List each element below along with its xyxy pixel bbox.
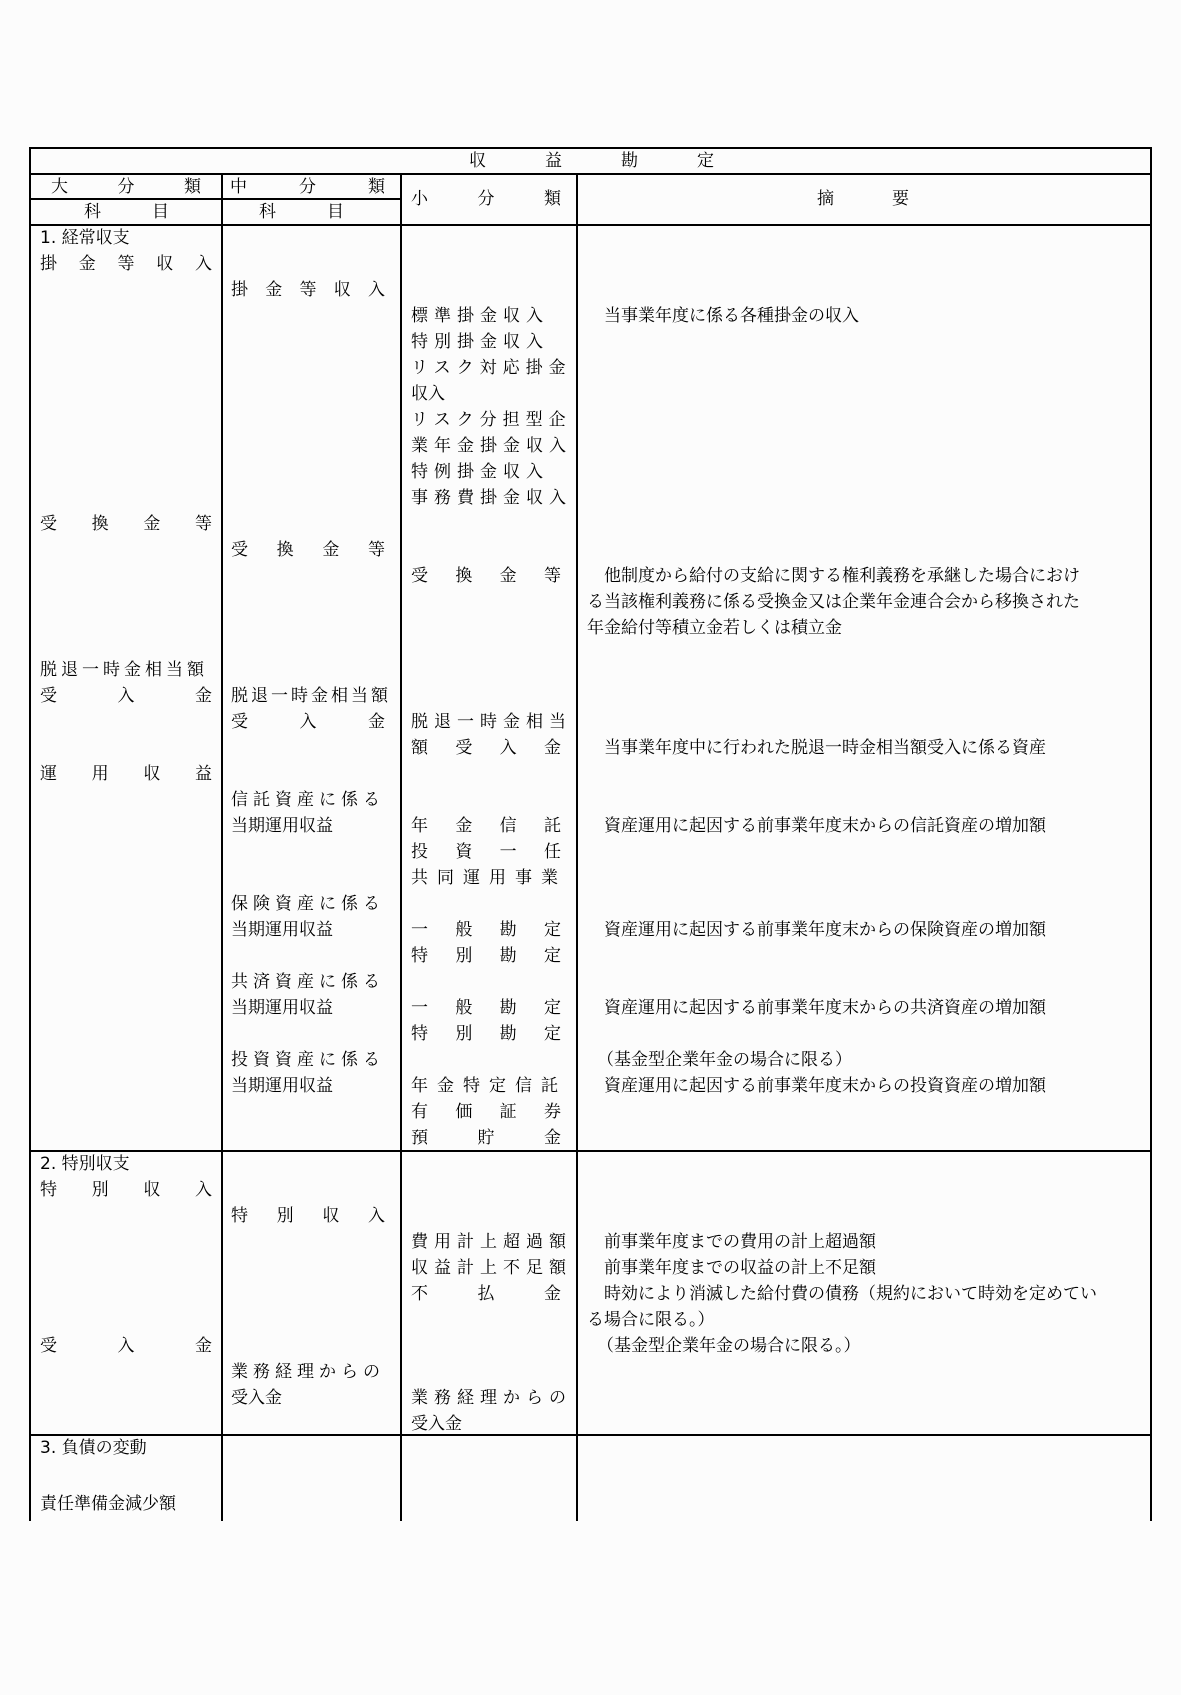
col3-dattai-2: 額 受 入 金 [411,738,561,758]
header-char: 大 [51,177,68,197]
col3-dattai-1: 脱退一時金相当 [411,712,572,732]
col3-hiyo: 費用計上超過額 [411,1232,572,1252]
desc-jukan-1: 他制度から給付の支給に関する権利義務を承継した場合におけ [587,566,1080,586]
section-divider-2 [29,1150,1152,1152]
col3-shueki: 収益計上不足額 [411,1258,572,1278]
title-char: 益 [545,151,562,171]
header-char: 分 [477,189,495,209]
col3-nenkin-shintaku: 年 金 信 託 [411,816,561,836]
col3-jukan: 受 換 金 等 [411,566,561,586]
col3-nenkin-tokutei: 年金特定信託 [411,1076,567,1096]
col3-tokubetsu-1: 特 別 勘 定 [411,946,561,966]
column-divider-2 [400,173,402,1521]
desc-hiyo: 前事業年度までの費用の計上超過額 [587,1232,876,1252]
header-char: 目 [327,202,344,222]
header-char: 中 [230,177,247,197]
header-middle-subject [259,199,344,225]
col3-jimu: 事務費掛金収入 [411,488,572,508]
desc-toshi: 資産運用に起因する前事業年度末からの投資資産の増加額 [587,1076,1046,1096]
col1-kakekin: 掛 金 等 収 入 [40,254,212,274]
col3-gyomu-1: 業務経理からの [411,1388,572,1408]
col3-ippan-1: 一 般 勘 定 [411,920,561,940]
col2-hoken-2: 当期運用収益 [231,920,333,940]
desc-shintaku: 資産運用に起因する前事業年度末からの信託資産の増加額 [587,816,1046,836]
col2-tokubetsu: 特 別 収 入 [231,1206,385,1226]
col1-jukan: 受 換 金 等 [40,514,212,534]
col1-dattai-1: 脱退一時金相当額 [40,660,208,680]
col1-ukeire: 受 入 金 [40,1336,212,1356]
col2-kyosai-1: 共済資産に係る [231,972,385,992]
header-major-subject [84,199,169,225]
header-divider-2 [29,224,1152,226]
title-char: 定 [697,151,714,171]
col2-dattai-2: 受 入 金 [231,712,385,732]
col3-tokubetsu-2: 特 別 勘 定 [411,1024,561,1044]
desc-kikin-note: （基金型企業年金の場合に限る） [597,1050,852,1070]
col2-kakekin: 掛 金 等 収 入 [231,280,385,300]
col2-kyosai-2: 当期運用収益 [231,998,333,1018]
col2-toshi-2: 当期運用収益 [231,1076,333,1096]
col2-toshi-1: 投資資産に係る [231,1050,385,1070]
section-heading-liabilities: 3. 負債の変動 [40,1438,147,1458]
col3-fubarai: 不 払 金 [411,1284,561,1304]
col1-tokubetsu: 特 別 収 入 [40,1180,212,1200]
desc-kyosai: 資産運用に起因する前事業年度末からの共済資産の増加額 [587,998,1046,1018]
desc-jukan-2: る当該権利義務に係る受換金又は企業年金連合会から移換された [587,592,1080,612]
col3-riskbun-1: リスク分担型企 [411,410,572,430]
header-char: 科 [84,202,101,222]
col3-risk-1: リスク対応掛金 [411,358,572,378]
col1-dattai-2: 受 入 金 [40,686,212,706]
desc-dattai: 当事業年度中に行われた脱退一時金相当額受入に係る資産 [587,738,1046,758]
header-char: 類 [184,177,201,197]
header-minor-category [411,186,561,212]
column-divider-3 [576,173,578,1521]
title-char: 勘 [621,151,638,171]
col3-tokurei: 特例掛金収入 [411,462,549,482]
col1-unyo: 運 用 収 益 [40,764,212,784]
title-char: 収 [469,151,486,171]
desc-kakekin: 当事業年度に係る各種掛金の収入 [587,306,859,326]
col2-gyomu-2: 受入金 [231,1388,282,1408]
col3-hyojun: 標準掛金収入 [411,306,549,326]
col3-ippan-2: 一 般 勘 定 [411,998,561,1018]
col3-yochokin: 預 貯 金 [411,1128,561,1148]
col3-riskbun-2: 業年金掛金収入 [411,436,572,456]
header-char: 要 [892,189,909,209]
header-char: 分 [117,177,135,197]
col3-toshi-ichinin: 投 資 一 任 [411,842,561,862]
section-divider-3 [29,1434,1152,1436]
col3-risk-2: 収入 [411,384,445,404]
header-middle-category [230,174,385,200]
section-heading-special: 2. 特別収支 [40,1154,130,1174]
header-char: 摘 [817,189,834,209]
col2-gyomu-1: 業務経理からの [231,1362,385,1382]
col3-tokubetsu-kake: 特別掛金収入 [411,332,549,352]
desc-shueki: 前事業年度までの収益の計上不足額 [587,1258,876,1278]
revenue-account-table [29,147,1152,1521]
section-heading-ordinary: 1. 経常収支 [40,228,130,248]
header-major-category [51,174,201,200]
header-char: 小 [411,189,428,209]
header-char: 分 [299,177,316,197]
table-border-left [29,147,31,1521]
col2-jukan: 受 換 金 等 [231,540,385,560]
col3-yuka: 有 価 証 券 [411,1102,561,1122]
col2-shintaku-1: 信託資産に係る [231,790,385,810]
col2-shintaku-2: 当期運用収益 [231,816,333,836]
header-char: 類 [544,189,561,209]
col3-gyomu-2: 受入金 [411,1414,462,1434]
desc-fubarai-1: 時効により消滅した給付費の債務（規約において時効を定めてい [587,1284,1097,1304]
header-char: 目 [152,202,169,222]
col1-sekinin: 責任準備金減少額 [40,1494,176,1514]
table-title [469,148,714,174]
desc-fubarai-2: る場合に限る。） [587,1310,715,1330]
col3-kyodo: 共同運用事業 [411,868,567,888]
desc-kikin-note2: （基金型企業年金の場合に限る。） [597,1336,861,1356]
header-char: 類 [368,177,385,197]
desc-jukan-3: 年金給付等積立金若しくは積立金 [587,618,842,638]
col2-dattai-1: 脱退一時金相当額 [231,686,391,706]
column-divider-1 [221,173,223,1521]
desc-hoken: 資産運用に起因する前事業年度末からの保険資産の増加額 [587,920,1046,940]
table-border-right [1150,147,1152,1521]
header-summary [817,186,909,212]
header-char: 科 [259,202,276,222]
col2-hoken-1: 保険資産に係る [231,894,385,914]
